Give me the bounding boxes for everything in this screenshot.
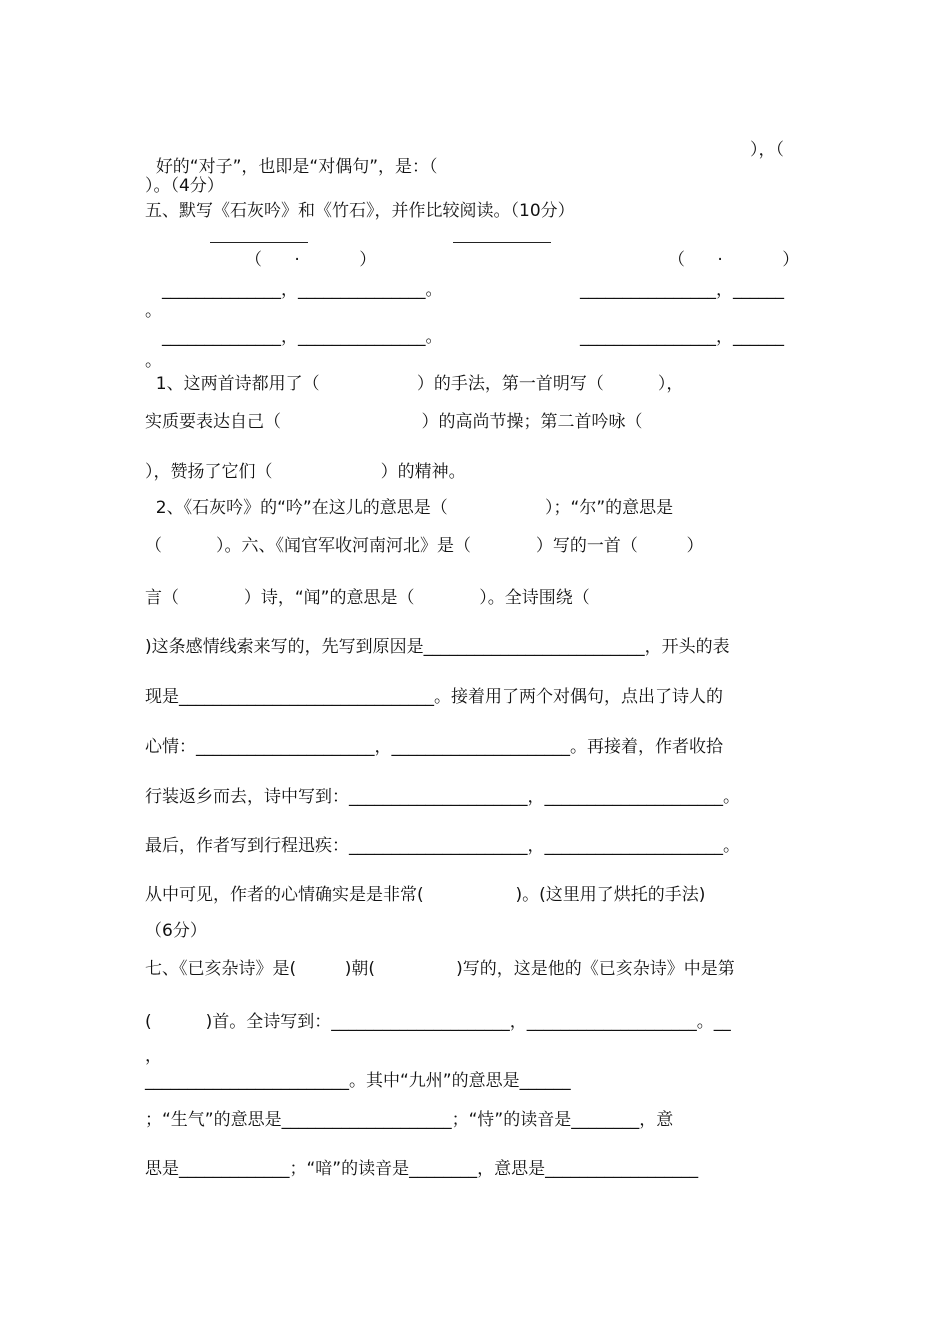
s7-line1: 七、《已亥杂诗》是( )朝( )写的，这是他的《已亥杂诗》中是第	[145, 959, 735, 979]
poem2-title-blank	[453, 242, 551, 243]
poem2-row2: ________________，______	[580, 327, 784, 347]
poem1-author-blank: （ · ）	[245, 250, 377, 270]
s6-line6: 最后，作者写到行程迅疾：_____________________，_____________________。	[145, 836, 740, 856]
line-score-4: ）。（4分）	[145, 176, 224, 196]
poem-period-a: 。	[145, 301, 162, 321]
s7-line4: ________________________。其中“九州”的意思是______	[145, 1071, 571, 1091]
s7-line5: ；“生气”的意思是____________________；“恃”的读音是________，意	[145, 1110, 674, 1130]
q1-line3: ），赞扬了它们（ ）的精神。	[145, 462, 466, 482]
s6-line1: 言（ ）诗，“闻”的意思是（ ）。全诗围绕（	[145, 588, 590, 608]
poem2-row1: ________________，______	[580, 280, 784, 300]
poem1-row2: ______________，_______________。	[162, 327, 443, 347]
s6-line4: 心情：_____________________，_____________________。再接着，作者收拾	[145, 737, 723, 757]
s6-line8: （6分）	[145, 921, 207, 941]
poem-period-b: 。	[145, 351, 162, 371]
s6-line5: 行装返乡而去，诗中写到：_____________________，_____________________。	[145, 787, 740, 807]
q2-line2: （ ）。六、《闻官军收河南河北》是（ ）写的一首（ ）	[145, 536, 704, 556]
poem1-title-blank	[210, 242, 308, 243]
q1-line2: 实质要表达自己（ ）的高尚节操；第二首吟咏（	[145, 412, 643, 432]
duiou-blank-close: ），（	[750, 140, 784, 160]
s7-line6: 思是_____________；“喑”的读音是________，意思是__________________	[145, 1159, 699, 1179]
poem1-row1: ______________，_______________。	[162, 280, 443, 300]
section-5-heading: 五、默写《石灰吟》和《竹石》，并作比较阅读。（10分）	[145, 201, 575, 221]
line-duiou-question	[145, 142, 438, 176]
s7-line3: ，	[145, 1046, 162, 1066]
s6-line2: )这条感情线索来写的，先写到原因是__________________________，开头的表	[145, 637, 730, 657]
s7-line2: ( )首。全诗写到：_____________________，____________________。__	[145, 1012, 731, 1032]
s6-line3: 现是______________________________。接着用了两个对偶句，点出了诗人的	[145, 687, 723, 707]
q1-line1: 1、这两首诗都用了（ ）的手法，第一首明写（ ），	[145, 374, 684, 394]
q2-line1: 2、《石灰吟》的“吟”在这儿的意思是（ ）；“尔”的意思是	[145, 498, 674, 518]
duiou-text: 好的“对子”，也即是“对偶句”，是：（	[155, 157, 438, 177]
s6-line7: 从中可见，作者的心情确实是是非常( )。(这里用了烘托的手法)	[145, 885, 706, 905]
poem2-author-blank: （ · ）	[668, 250, 800, 270]
